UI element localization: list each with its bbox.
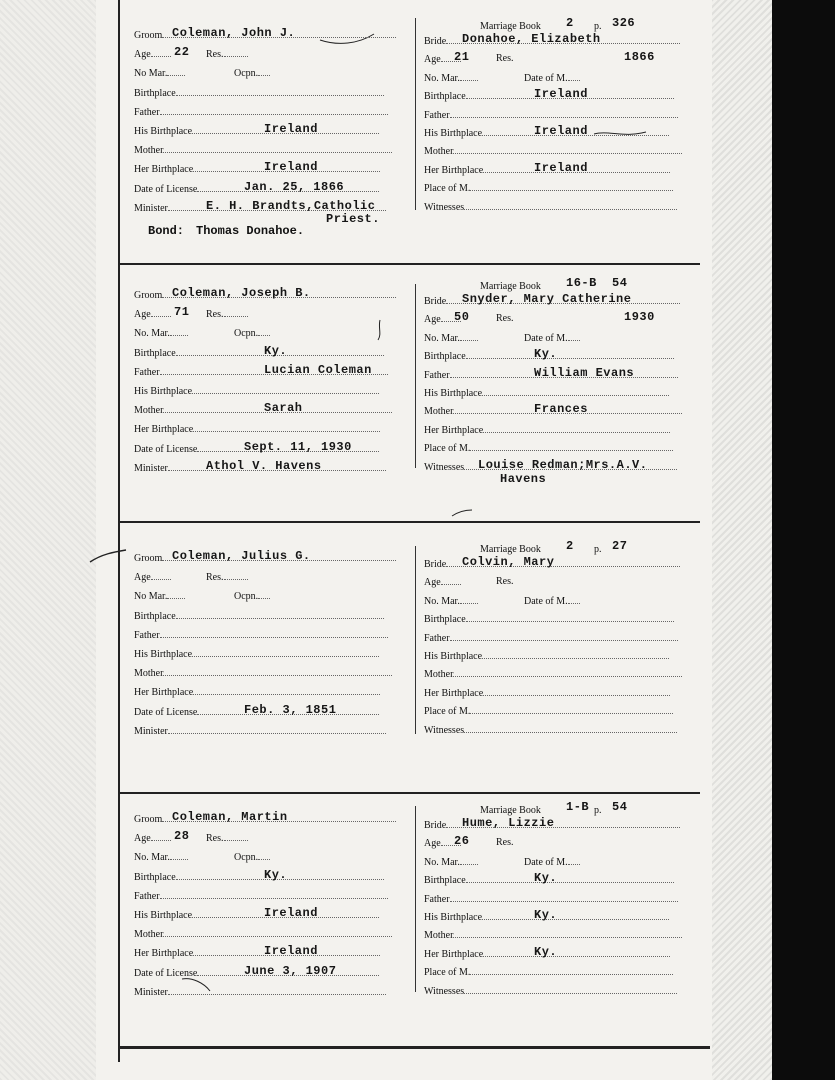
bride-place-of-m-label: Place of M.: [424, 704, 673, 719]
bride-his-birthplace-value: Ky.: [534, 908, 558, 922]
bride-date-of-m-label: Date of M.: [524, 594, 580, 609]
leader-dots: [450, 108, 679, 118]
groom-his-birthplace-label: His Birthplace: [134, 124, 379, 139]
page-left-border: [118, 0, 120, 1062]
bride-bride-value: Hume, Lizzie: [462, 816, 555, 830]
groom-birthplace-label: Birthplace: [134, 346, 384, 361]
groom-age-value: 28: [174, 829, 190, 844]
leader-dots: [151, 47, 171, 57]
groom-birthplace-label: Birthplace: [134, 870, 384, 885]
bride-his-birthplace-label: His Birthplace: [424, 910, 669, 925]
groom-her-birthplace-label: Her Birthplace: [134, 162, 380, 177]
bride-witnesses-label: Witnesses: [424, 200, 677, 215]
groom-ocpn-label: Ocpn.: [234, 326, 270, 341]
bride-birthplace-label: Birthplace: [424, 349, 674, 364]
groom-date-of-license-label: Date of License: [134, 442, 379, 457]
leader-dots: [568, 71, 580, 81]
groom-date-of-license-label: Date of License: [134, 966, 379, 981]
bride-no-mar-label: No. Mar.: [424, 331, 478, 346]
bride-age-value: 21: [454, 50, 470, 65]
groom-minister-label: Minister: [134, 201, 386, 216]
bride-his-birthplace-label: His Birthplace: [424, 126, 669, 141]
leader-dots: [258, 850, 270, 860]
leader-dots: [258, 66, 270, 76]
leader-dots: [151, 831, 171, 841]
leader-dots: [160, 105, 389, 115]
leader-dots: [460, 855, 478, 865]
pen-mark: [374, 318, 386, 342]
groom-age-label: Age: [134, 47, 171, 62]
groom-date-of-license-value: Sept. 11, 1930: [244, 439, 352, 454]
groom-date-of-license-label: Date of License: [134, 182, 379, 197]
page-number-value: 54: [612, 276, 628, 290]
leader-dots: [568, 594, 580, 604]
leader-dots: [470, 441, 673, 451]
page-number-value: 27: [612, 539, 628, 553]
bride-witnesses-value: Louise Redman;Mrs.A.V.: [478, 457, 648, 472]
leader-dots: [466, 871, 674, 886]
bride-age-label: Age: [424, 312, 461, 327]
page-number-value: 54: [612, 800, 628, 814]
bride-her-birthplace-label: Her Birthplace: [424, 163, 670, 178]
groom-birthplace-label: Birthplace: [134, 609, 384, 624]
groom-groom-value: Coleman, Joseph B.: [172, 286, 311, 300]
marriage-book-label: Marriage Book: [480, 544, 541, 555]
bride-her-birthplace-value: Ireland: [534, 160, 588, 175]
groom-father-label: Father: [134, 365, 388, 380]
bride-witnesses-label: Witnesses: [424, 723, 677, 738]
groom-mother-label: Mother: [134, 143, 392, 158]
leader-dots: [224, 47, 248, 57]
bride-mother-label: Mother: [424, 144, 682, 159]
bride-father-label: Father: [424, 368, 678, 383]
bride-res-label: Res.: [496, 576, 514, 588]
column-divider: [415, 546, 416, 734]
bride-age-label: Age: [424, 52, 461, 67]
leader-dots: [568, 331, 580, 341]
groom-date-of-license-label: Date of License: [134, 705, 379, 720]
groom-father-value: Lucian Coleman: [264, 362, 372, 377]
leader-dots: [464, 984, 677, 994]
bride-mother-label: Mother: [424, 404, 682, 419]
leader-dots: [193, 685, 380, 695]
bride-her-birthplace-label: Her Birthplace: [424, 686, 670, 701]
bride-his-birthplace-value: Ireland: [534, 124, 588, 138]
groom-her-birthplace-label: Her Birthplace: [134, 422, 380, 437]
groom-her-birthplace-value: Ireland: [264, 944, 318, 959]
groom-res-label: Res.: [206, 570, 248, 585]
leader-dots: [160, 889, 389, 899]
bride-place-of-m-label: Place of M.: [424, 965, 673, 980]
pen-mark: [88, 548, 128, 568]
leader-dots: [460, 331, 478, 341]
leader-dots: [163, 927, 392, 937]
bride-res-label: Res.: [496, 313, 514, 325]
bride-no-mar-label: No. Mar.: [424, 855, 478, 870]
marriage-book-number: 2: [566, 16, 574, 30]
leader-dots: [163, 143, 392, 153]
groom-groom-label: Groom: [134, 288, 396, 303]
marriage-book-label: Marriage Book: [480, 281, 541, 292]
groom-age-value: 22: [174, 45, 190, 60]
leader-dots: [168, 724, 386, 734]
groom-his-birthplace-value: Ireland: [264, 906, 318, 920]
leader-dots: [224, 307, 248, 317]
page-number-label: p.: [594, 21, 602, 32]
groom-mother-label: Mother: [134, 403, 392, 418]
bride-father-label: Father: [424, 108, 678, 123]
bond-value: Thomas Donahoe.: [196, 224, 305, 238]
scan-noise-right: [712, 0, 772, 1080]
section-rule: [120, 263, 700, 265]
bride-mother-value: Frances: [534, 402, 588, 417]
leader-dots: [258, 589, 270, 599]
bride-date-of-m-label: Date of M.: [524, 331, 580, 346]
groom-her-birthplace-label: Her Birthplace: [134, 685, 380, 700]
page-number-value: 326: [612, 16, 636, 30]
bride-bride-label: Bride: [424, 34, 680, 49]
bride-witnesses-label: Witnesses: [424, 984, 677, 999]
bride-res-label: Res.: [496, 837, 514, 849]
groom-groom-label: Groom: [134, 28, 396, 43]
leader-dots: [258, 326, 270, 336]
groom-ocpn-label: Ocpn.: [234, 850, 270, 865]
leader-dots: [167, 66, 185, 76]
marriage-book-label: Marriage Book: [480, 21, 541, 32]
bride-father-label: Father: [424, 892, 678, 907]
groom-age-label: Age: [134, 570, 171, 585]
bride-bride-label: Bride: [424, 557, 680, 572]
column-divider: [415, 806, 416, 992]
leader-dots: [470, 704, 673, 714]
groom-ocpn-label: Ocpn.: [234, 589, 270, 604]
bride-age-label: Age: [424, 836, 461, 851]
bride-no-mar-label: No. Mar.: [424, 594, 478, 609]
groom-no-mar-label: No Mar.: [134, 66, 185, 81]
bride-age-value: 26: [454, 834, 470, 849]
bride-bride-value: Colvin, Mary: [462, 555, 555, 569]
leader-dots: [483, 423, 670, 433]
groom-groom-value: Coleman, Julius G.: [172, 549, 311, 563]
leader-dots: [466, 347, 674, 362]
section-rule: [120, 792, 700, 794]
leader-dots: [441, 575, 461, 585]
bride-no-mar-label: No. Mar.: [424, 71, 478, 86]
groom-minister-label: Minister: [134, 461, 386, 476]
leader-dots: [568, 855, 580, 865]
groom-no-mar-label: No. Mar.: [134, 850, 188, 865]
leader-dots: [453, 667, 682, 677]
marriage-book-number: 16-B: [566, 276, 597, 290]
bride-age-value: 50: [454, 310, 470, 325]
bride-birthplace-value: Ky.: [534, 347, 558, 362]
bride-birthplace-value: Ky.: [534, 871, 558, 886]
groom-age-value: 71: [174, 305, 190, 320]
groom-her-birthplace-label: Her Birthplace: [134, 946, 380, 961]
leader-dots: [151, 570, 171, 580]
groom-res-label: Res.: [206, 831, 248, 846]
groom-his-birthplace-value: Ireland: [264, 122, 318, 136]
leader-dots: [483, 944, 670, 959]
groom-birthplace-value: Ky.: [264, 867, 288, 882]
groom-minister-value: Athol V. Havens: [206, 458, 322, 473]
groom-birthplace-label: Birthplace: [134, 86, 384, 101]
groom-res-label: Res.: [206, 47, 248, 62]
bond-label: Bond:: [148, 224, 185, 238]
groom-ocpn-label: Ocpn.: [234, 66, 270, 81]
bride-mother-label: Mother: [424, 928, 682, 943]
leader-dots: [483, 686, 670, 696]
leader-dots: [224, 831, 248, 841]
leader-dots: [453, 928, 682, 938]
leader-dots: [193, 422, 380, 432]
bride-res-year: 1866: [624, 50, 655, 65]
groom-res-label: Res.: [206, 307, 248, 322]
groom-his-birthplace-label: His Birthplace: [134, 384, 379, 399]
bond-line: [148, 224, 304, 238]
groom-his-birthplace-label: His Birthplace: [134, 647, 379, 662]
witness-continuation: Havens: [500, 472, 547, 486]
groom-groom-value: Coleman, Martin: [172, 810, 288, 824]
leader-dots: [482, 649, 669, 659]
leader-dots: [482, 386, 669, 396]
groom-no-mar-label: No Mar.: [134, 589, 185, 604]
leader-dots: [170, 850, 188, 860]
groom-minister-label: Minister: [134, 985, 386, 1000]
leader-dots: [470, 181, 673, 191]
bride-date-of-m-label: Date of M.: [524, 855, 580, 870]
groom-mother-label: Mother: [134, 666, 392, 681]
bride-her-birthplace-label: Her Birthplace: [424, 947, 670, 962]
groom-father-label: Father: [134, 628, 388, 643]
groom-father-label: Father: [134, 105, 388, 120]
scan-noise-left: [0, 0, 96, 1080]
groom-birthplace-value: Ky.: [264, 343, 288, 358]
groom-age-label: Age: [134, 307, 171, 322]
leader-dots: [170, 326, 188, 336]
leader-dots: [450, 631, 679, 641]
leader-dots: [160, 628, 389, 638]
groom-date-of-license-value: Feb. 3, 1851: [244, 702, 337, 717]
bride-father-value: William Evans: [534, 365, 635, 380]
bride-bride-label: Bride: [424, 818, 680, 833]
bride-bride-value: Snyder, Mary Catherine: [462, 292, 632, 306]
groom-his-birthplace-label: His Birthplace: [134, 908, 379, 923]
bride-her-birthplace-value: Ky.: [534, 944, 558, 959]
bride-place-of-m-label: Place of M.: [424, 441, 673, 456]
leader-dots: [466, 612, 674, 622]
groom-no-mar-label: No. Mar.: [134, 326, 188, 341]
groom-father-label: Father: [134, 889, 388, 904]
groom-age-label: Age: [134, 831, 171, 846]
column-divider: [415, 18, 416, 210]
leader-dots: [464, 200, 677, 210]
groom-groom-value: Coleman, John J.: [172, 26, 296, 40]
section-rule: [120, 521, 700, 523]
leader-dots: [168, 985, 386, 995]
leader-dots: [482, 910, 669, 920]
marriage-book-number: 1-B: [566, 800, 590, 814]
leader-dots: [453, 144, 682, 154]
leader-dots: [470, 965, 673, 975]
groom-groom-label: Groom: [134, 812, 396, 827]
column-divider: [415, 284, 416, 468]
bride-birthplace-label: Birthplace: [424, 612, 674, 627]
pen-mark: [450, 506, 474, 520]
page-number-label: p.: [594, 544, 602, 555]
bride-mother-label: Mother: [424, 667, 682, 682]
groom-date-of-license-value: Jan. 25, 1866: [244, 179, 345, 194]
groom-minister-label: Minister: [134, 724, 386, 739]
bride-res-label: Res.: [496, 53, 514, 65]
groom-minister-value: E. H. Brandts,Catholic: [206, 198, 376, 213]
minister-continuation: Priest.: [326, 212, 380, 226]
bride-father-label: Father: [424, 631, 678, 646]
leader-dots: [460, 594, 478, 604]
page-bottom-rule: [120, 1046, 710, 1049]
leader-dots: [460, 71, 478, 81]
bride-res-year: 1930: [624, 310, 655, 325]
bride-birthplace-label: Birthplace: [424, 873, 674, 888]
page-number-label: p.: [594, 805, 602, 816]
leader-dots: [176, 609, 384, 619]
bride-his-birthplace-label: His Birthplace: [424, 649, 669, 664]
bride-birthplace-label: Birthplace: [424, 89, 674, 104]
groom-date-of-license-value: June 3, 1907: [244, 963, 337, 978]
groom-mother-label: Mother: [134, 927, 392, 942]
groom-mother-value: Sarah: [264, 401, 303, 416]
bride-place-of-m-label: Place of M.: [424, 181, 673, 196]
bride-bride-label: Bride: [424, 294, 680, 309]
bride-age-label: Age: [424, 575, 461, 590]
bride-his-birthplace-label: His Birthplace: [424, 386, 669, 401]
marriage-book-number: 2: [566, 539, 574, 553]
bride-her-birthplace-label: Her Birthplace: [424, 423, 670, 438]
leader-dots: [176, 86, 384, 96]
scan-black-margin: [772, 0, 835, 1080]
bride-witnesses-label: Witnesses: [424, 460, 677, 475]
bride-date-of-m-label: Date of M.: [524, 71, 580, 86]
leader-dots: [167, 589, 185, 599]
leader-dots: [163, 666, 392, 676]
groom-her-birthplace-value: Ireland: [264, 160, 318, 175]
leader-dots: [192, 647, 379, 657]
leader-dots: [192, 384, 379, 394]
leader-dots: [151, 307, 171, 317]
leader-dots: [224, 570, 248, 580]
leader-dots: [464, 723, 677, 733]
leader-dots: [450, 892, 679, 902]
groom-groom-label: Groom: [134, 551, 396, 566]
bride-bride-value: Donahoe, Elizabeth: [462, 32, 601, 46]
bride-birthplace-value: Ireland: [534, 87, 588, 102]
marriage-book-label: Marriage Book: [480, 805, 541, 816]
